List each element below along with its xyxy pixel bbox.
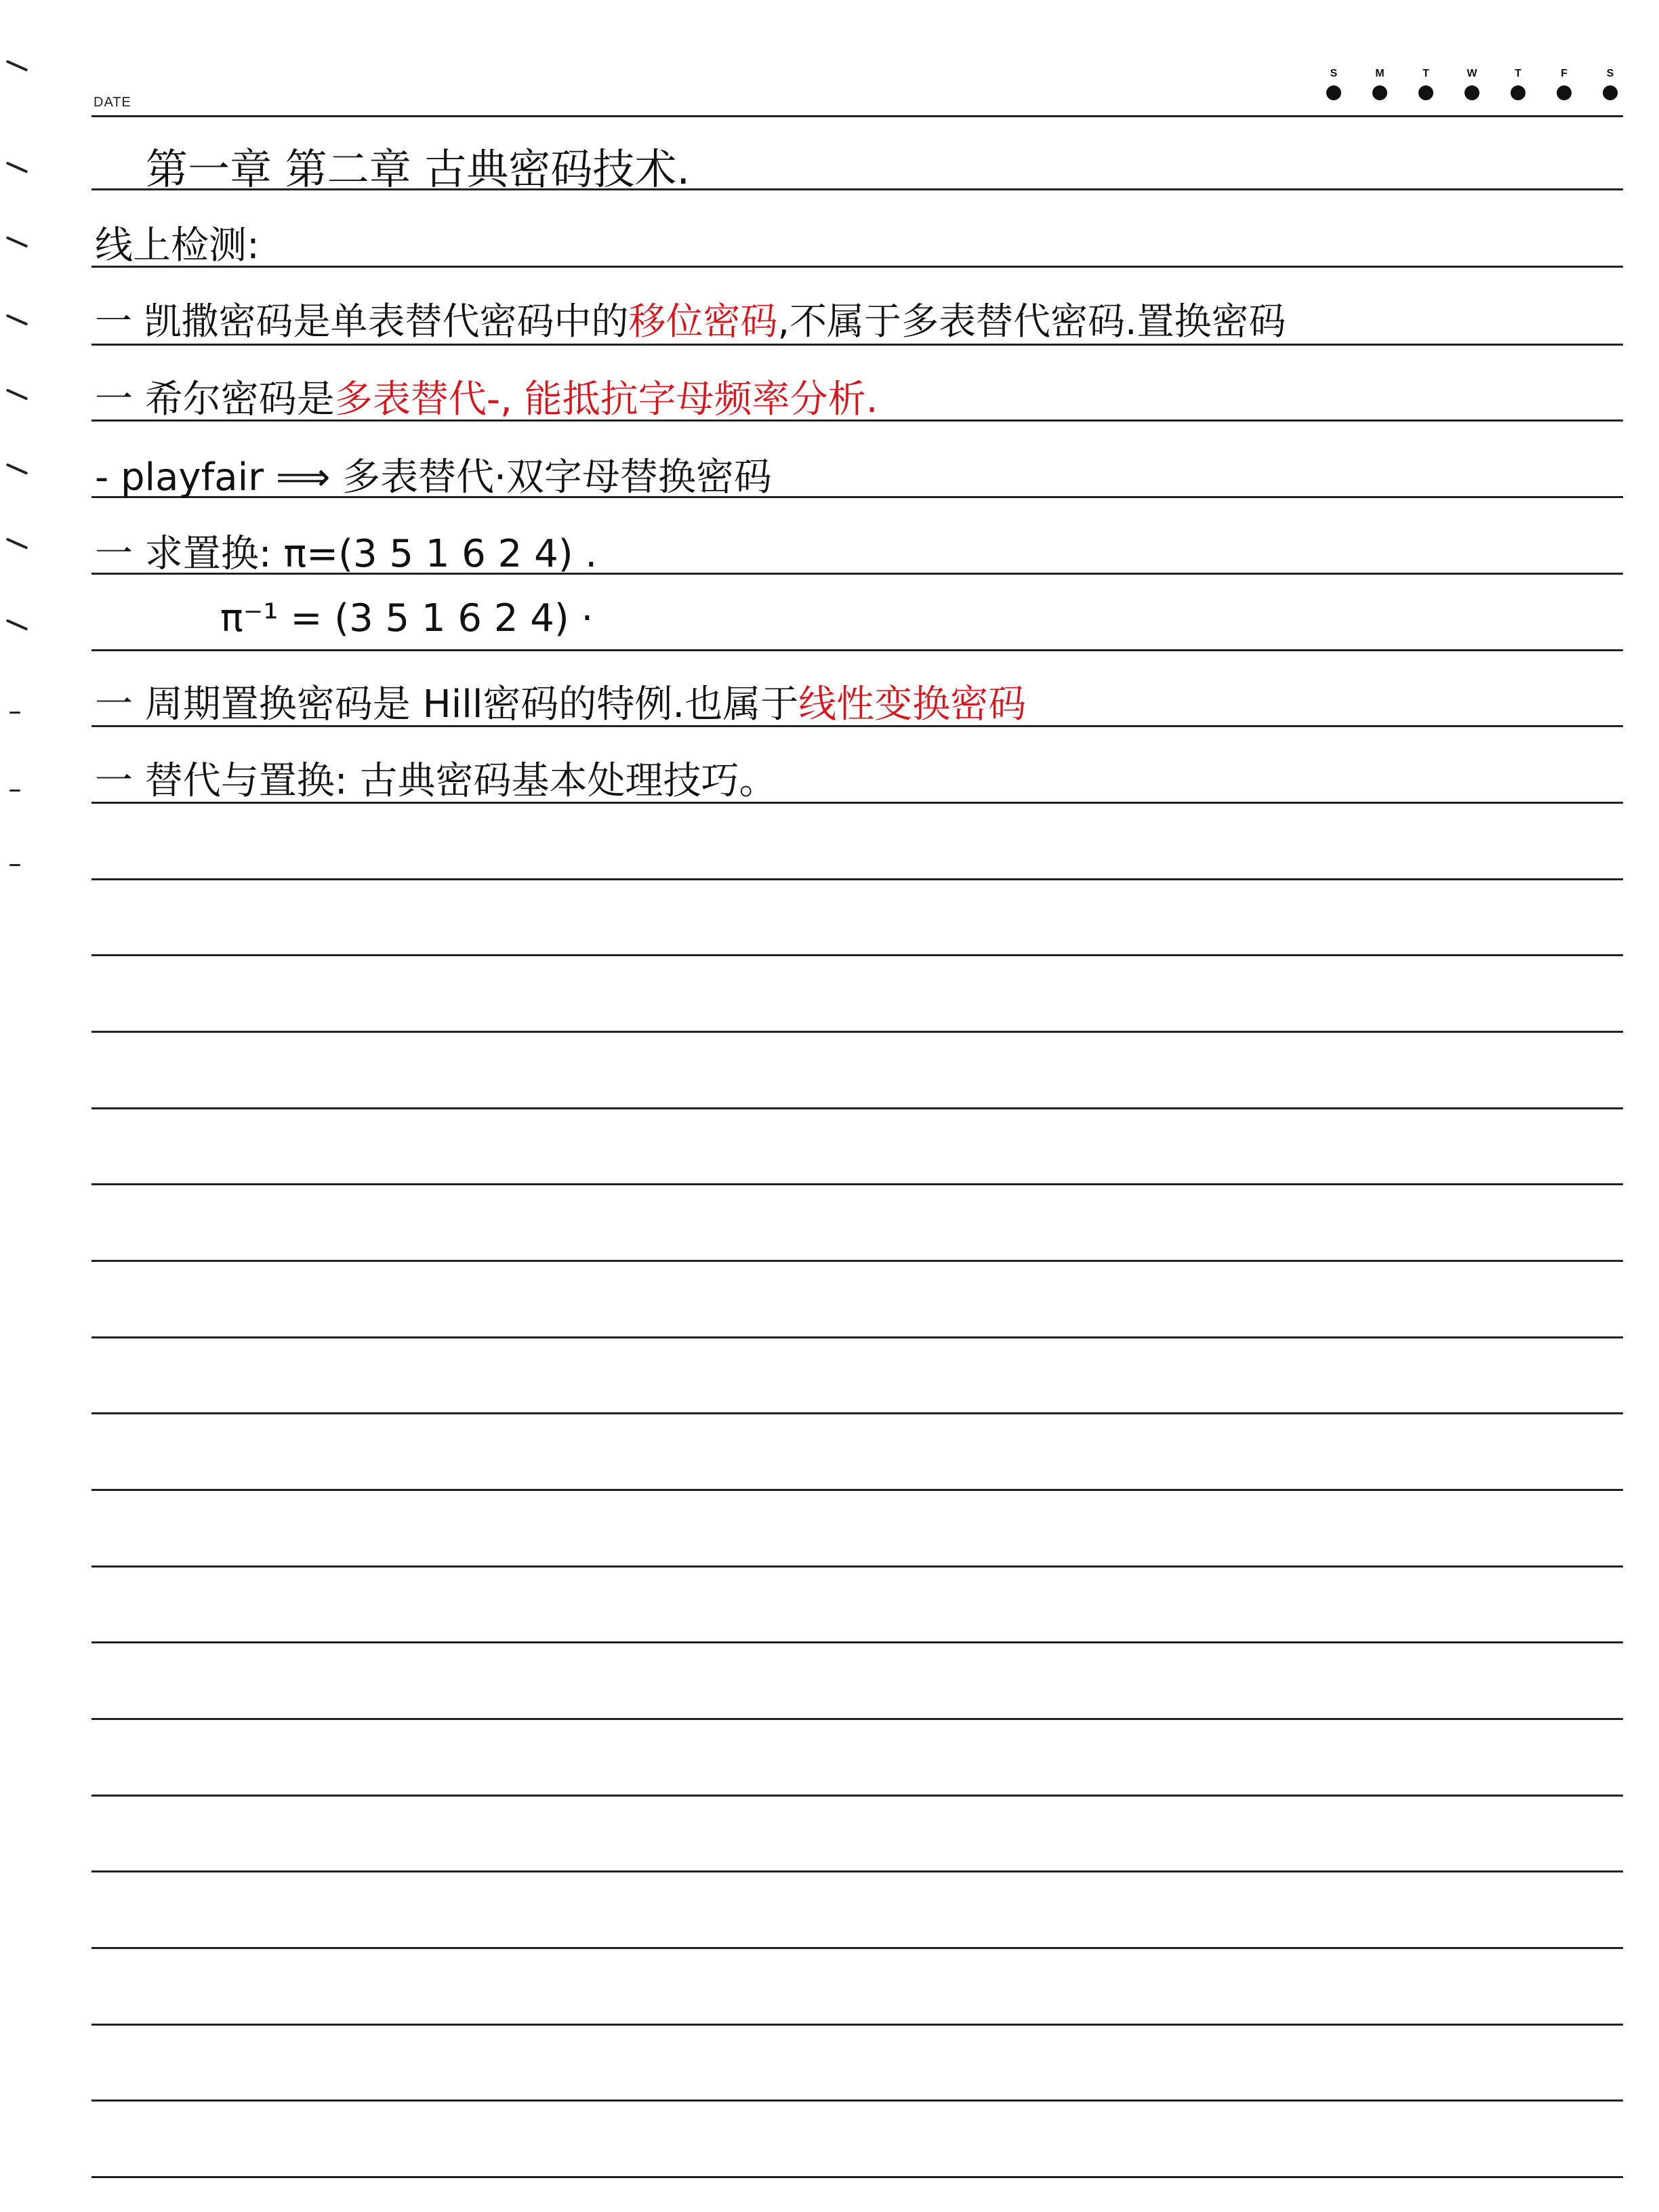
weekday-fri: F [1555,68,1573,100]
ruled-line [91,1412,1623,1414]
ruled-line [91,1795,1623,1797]
ruled-line [91,2100,1623,2102]
ruled-line [91,649,1623,651]
weekday-sun: S [1325,68,1343,100]
note-substitution: 一 替代与置换: 古典密码基本处理技巧。 [95,759,777,803]
binding-tick [6,463,28,474]
binding-tick [6,388,28,400]
ruled-line [91,1183,1623,1185]
ruled-line [91,954,1623,956]
binding-tick [9,864,20,866]
ruled-line [91,1260,1623,1262]
note-periodic-permutation [95,674,1026,729]
ruled-line [91,878,1623,880]
binding-tick [6,161,28,173]
binding-tick [6,537,28,549]
weekday-thu: T [1509,68,1527,100]
ruled-line [91,1565,1623,1568]
section-heading: 线上检测: [95,224,260,268]
ruled-line [91,2176,1623,2178]
ruled-line [91,1718,1623,1720]
binding-tick [9,712,20,714]
note-permutation: 一 求置换: π=(3 5 1 6 2 4) . [95,532,598,576]
binding-tick [6,619,28,630]
ruled-line [91,1641,1623,1643]
weekday-sat: S [1601,68,1619,100]
date-label: DATE [94,95,131,110]
note-text: 一 周期置换密码是 Hill密码的特例.也属于 [95,682,799,726]
ruled-line [91,1947,1623,1949]
note-playfair: - playfair ⟹ 多表替代·双字母替换密码 [95,455,772,499]
ruled-line [91,1870,1623,1872]
ruled-line [91,266,1623,268]
chapter-title: 第一章 第二章 古典密码技术. [146,144,691,194]
weekday-indicator [1325,68,1623,108]
ruled-line [91,1031,1623,1033]
note-highlight: 线性变换密码 [798,682,1027,726]
ruled-line [91,1489,1623,1491]
weekday-mon: M [1371,68,1389,100]
weekday-tue: T [1417,68,1435,100]
ruled-line [91,115,1623,117]
note-permutation-inverse: π⁻¹ = (3 5 1 6 2 4) · [220,596,594,640]
note-caesar [95,291,1286,345]
weekday-wed: W [1463,68,1481,100]
binding-tick [9,790,20,792]
binding-tick [6,314,28,325]
ruled-line [91,1336,1623,1338]
ruled-line [91,1107,1623,1109]
binding-tick [6,236,28,247]
note-highlight: 多表替代-, 能抵抗字母频率分析. [334,377,878,422]
ruled-line [91,2024,1623,2026]
note-text: 一 希尔密码是 [95,377,335,422]
note-highlight: 移位密码 [628,300,778,343]
note-text: 一 凯撒密码是单表替代密码中的 [95,300,629,343]
note-text: ,不属于多表替代密码.置换密码 [777,300,1286,343]
note-hill [95,369,878,424]
binding-tick [6,60,28,71]
